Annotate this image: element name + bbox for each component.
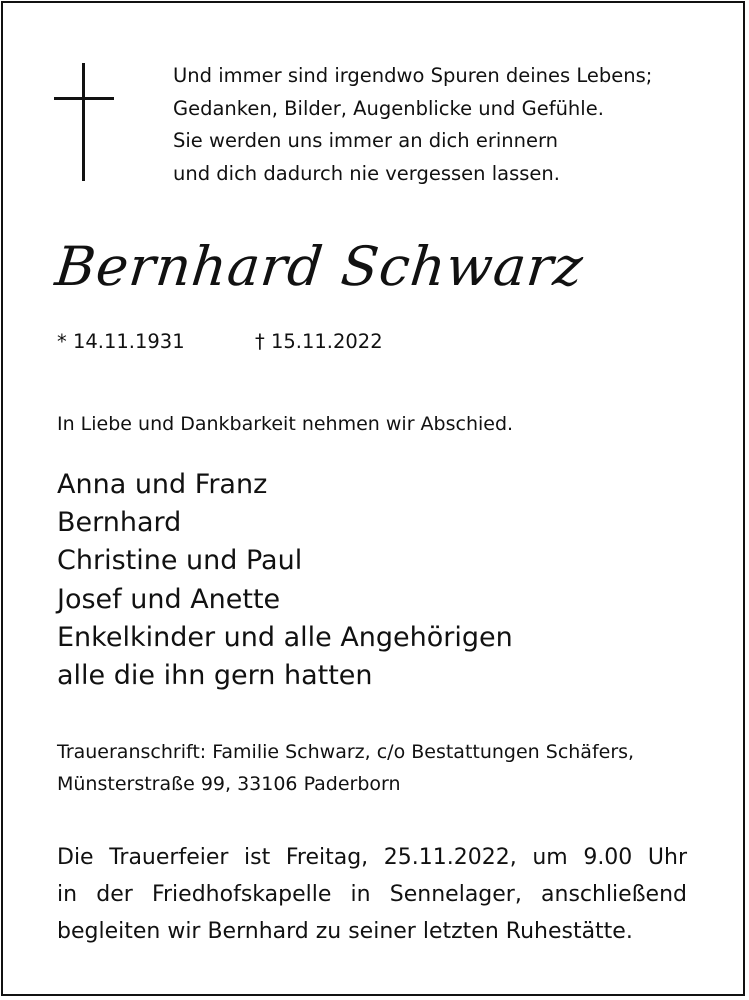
poem-line: und dich dadurch nie vergessen lassen. (173, 161, 560, 185)
mourner-line: Christine und Paul (57, 545, 303, 577)
mourning-address (57, 736, 634, 800)
poem-line: Gedanken, Bilder, Augenblicke und Gefühle. (173, 96, 604, 120)
deceased-name: Bernhard Schwarz (52, 235, 587, 298)
mourner-line: alle die ihn gern hatten (57, 660, 373, 692)
address-line: Traueranschrift: Familie Schwarz, c/o Bestattungen Schäfers, (57, 741, 635, 763)
mourner-line: Josef und Anette (57, 583, 281, 615)
farewell-intro: In Liebe und Dankbarkeit nehmen wir Abschied. (57, 413, 514, 435)
funeral-service-info (57, 839, 687, 950)
death-date: † 15.11.2022 (255, 330, 383, 353)
service-line: Die Trauerfeier ist Freitag, 25.11.2022, um 9.00 Uhr (57, 845, 687, 870)
mourner-line: Bernhard (57, 507, 182, 539)
service-line: in der Friedhofskapelle in Sennelager, anschließend (57, 882, 687, 907)
poem-line: Sie werden uns immer an dich erinnern (173, 129, 559, 152)
address-line: Münsterstraße 99, 33106 Paderborn (57, 773, 401, 795)
poem-verse (173, 60, 733, 190)
mourner-line: Anna und Franz (57, 469, 268, 500)
mourner-line: Enkelkinder und alle Angehörigen (57, 621, 513, 653)
poem-line: Und immer sind irgendwo Spuren deines Lebens; (173, 64, 653, 87)
mourners-list (57, 466, 513, 695)
birth-date: * 14.11.1931 (57, 330, 185, 353)
cross-icon (54, 63, 114, 181)
service-line: begleiten wir Bernhard zu seiner letzten Ruhestätte. (57, 919, 633, 944)
